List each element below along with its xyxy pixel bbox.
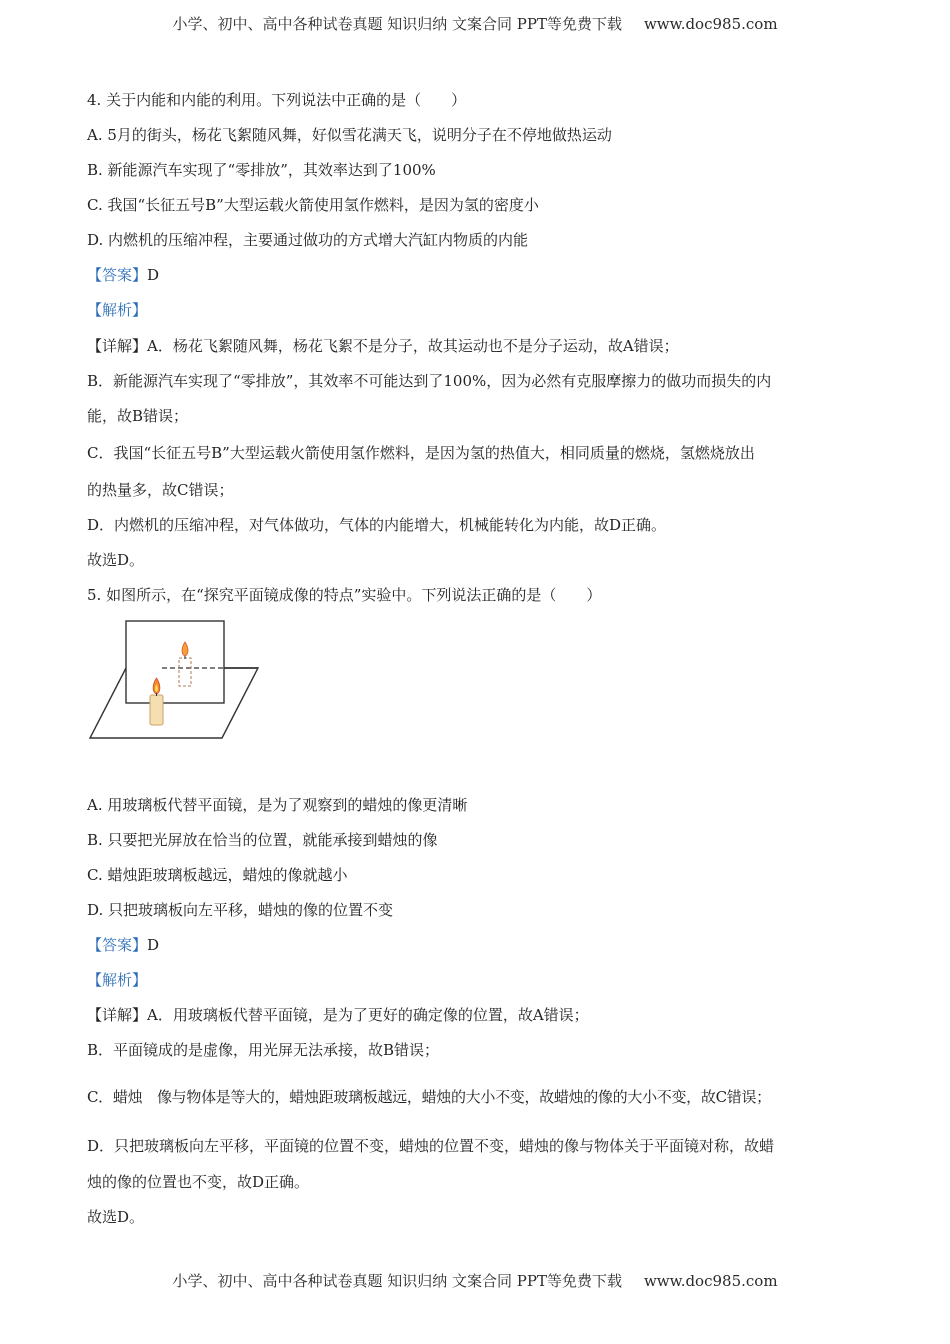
- q4-answer-value: D: [147, 266, 160, 284]
- q4-analysis-label: 【解析】: [87, 301, 148, 319]
- q5-option-a: A. 用玻璃板代替平面镜，是为了观察到的蜡烛的像更清晰: [87, 796, 468, 814]
- footer-text: 小学、初中、高中各种试卷真题 知识归纳 文案合同 PPT等免费下载: [172, 1272, 622, 1290]
- q5-stem: 5. 如图所示，在“探究平面镜成像的特点”实验中。下列说法正确的是（ ）: [87, 586, 602, 604]
- q4-answer: [87, 265, 159, 285]
- q4-option-b: B. 新能源汽车实现了“零排放”，其效率达到了100%: [87, 161, 436, 179]
- q4-analysis-tag: [87, 300, 147, 320]
- q5-answer-value: D: [147, 936, 160, 954]
- candle: [150, 695, 163, 725]
- glass-plate: [126, 621, 224, 703]
- header-site-link[interactable]: www.doc985.com: [643, 15, 778, 33]
- q5-analysis-tag: [87, 970, 147, 990]
- q5-conclusion: 故选D。: [87, 1208, 145, 1226]
- q4-detail-line-6: D．内燃机的压缩冲程，对气体做功，气体的内能增大，机械能转化为内能，故D正确。: [87, 516, 667, 534]
- q4-option-d: D. 内燃机的压缩冲程，主要通过做功的方式增大汽缸内物质的内能: [87, 231, 529, 249]
- header-text: 小学、初中、高中各种试卷真题 知识归纳 文案合同 PPT等免费下载: [172, 15, 622, 33]
- q5-analysis-label: 【解析】: [87, 971, 148, 989]
- q5-option-c: C. 蜡烛距玻璃板越远，蜡烛的像就越小: [87, 866, 348, 884]
- q5-detail-line-1: [87, 1005, 589, 1025]
- q4-option-a: A. 5月的街头，杨花飞絮随风舞，好似雪花满天飞，说明分子在不停地做热运动: [87, 126, 612, 144]
- q5-answer-tag: 【答案】: [87, 936, 148, 954]
- q4-detail-tag: 【详解】: [87, 337, 148, 355]
- q4-stem: 4. 关于内能和内能的利用。下列说法中正确的是（ ）: [87, 91, 467, 109]
- page-header: [0, 13, 950, 34]
- q5-option-d: D. 只把玻璃板向左平移，蜡烛的像的位置不变: [87, 901, 394, 919]
- q5-detail-text-1: A．用玻璃板代替平面镜，是为了更好的确定像的位置，故A错误；: [147, 1006, 589, 1024]
- q5-answer: [87, 935, 159, 955]
- footer-site-link[interactable]: www.doc985.com: [643, 1272, 778, 1290]
- q4-option-c: C. 我国“长征五号B”大型运载火箭使用氢作燃料，是因为氢的密度小: [87, 196, 539, 214]
- q5-detail-line-5: 烛的像的位置也不变，故D正确。: [87, 1173, 310, 1191]
- q4-conclusion: 故选D。: [87, 551, 145, 569]
- q4-detail-line-2: B．新能源汽车实现了“零排放”，其效率不可能达到了100%，因为必然有克服摩擦力的做功而损失的内: [87, 372, 772, 390]
- q5-detail-line-2: B．平面镜成的是虚像，用光屏无法承接，故B错误；: [87, 1041, 440, 1059]
- q4-detail-text-1: A．杨花飞絮随风舞，杨花飞絮不是分子，故其运动也不是分子运动，故A错误；: [147, 337, 679, 355]
- q4-detail-line-4: C．我国“长征五号B”大型运载火箭使用氢作燃料，是因为氢的热值大，相同质量的燃烧，氢燃烧放出: [87, 444, 755, 462]
- q4-detail-line-5: 的热量多，故C错误；: [87, 481, 234, 499]
- q5-detail-tag: 【详解】: [87, 1006, 148, 1024]
- mirror-experiment-figure: [86, 618, 266, 744]
- q5-detail-line-3: C．蜡烛 像与物体是等大的，蜡烛距玻璃板越远，蜡烛的大小不变，故蜡烛的像的大小不变，故C错误；: [87, 1088, 771, 1106]
- q4-answer-tag: 【答案】: [87, 266, 148, 284]
- q5-detail-line-4: D．只把玻璃板向左平移，平面镜的位置不变，蜡烛的位置不变，蜡烛的像与物体关于平面镜对称，故蜡: [87, 1137, 775, 1155]
- q4-detail-line-3: 能，故B错误；: [87, 407, 189, 425]
- page-footer: [0, 1270, 950, 1291]
- q5-option-b: B. 只要把光屏放在恰当的位置，就能承接到蜡烛的像: [87, 831, 438, 849]
- q4-detail-line-1: [87, 336, 679, 356]
